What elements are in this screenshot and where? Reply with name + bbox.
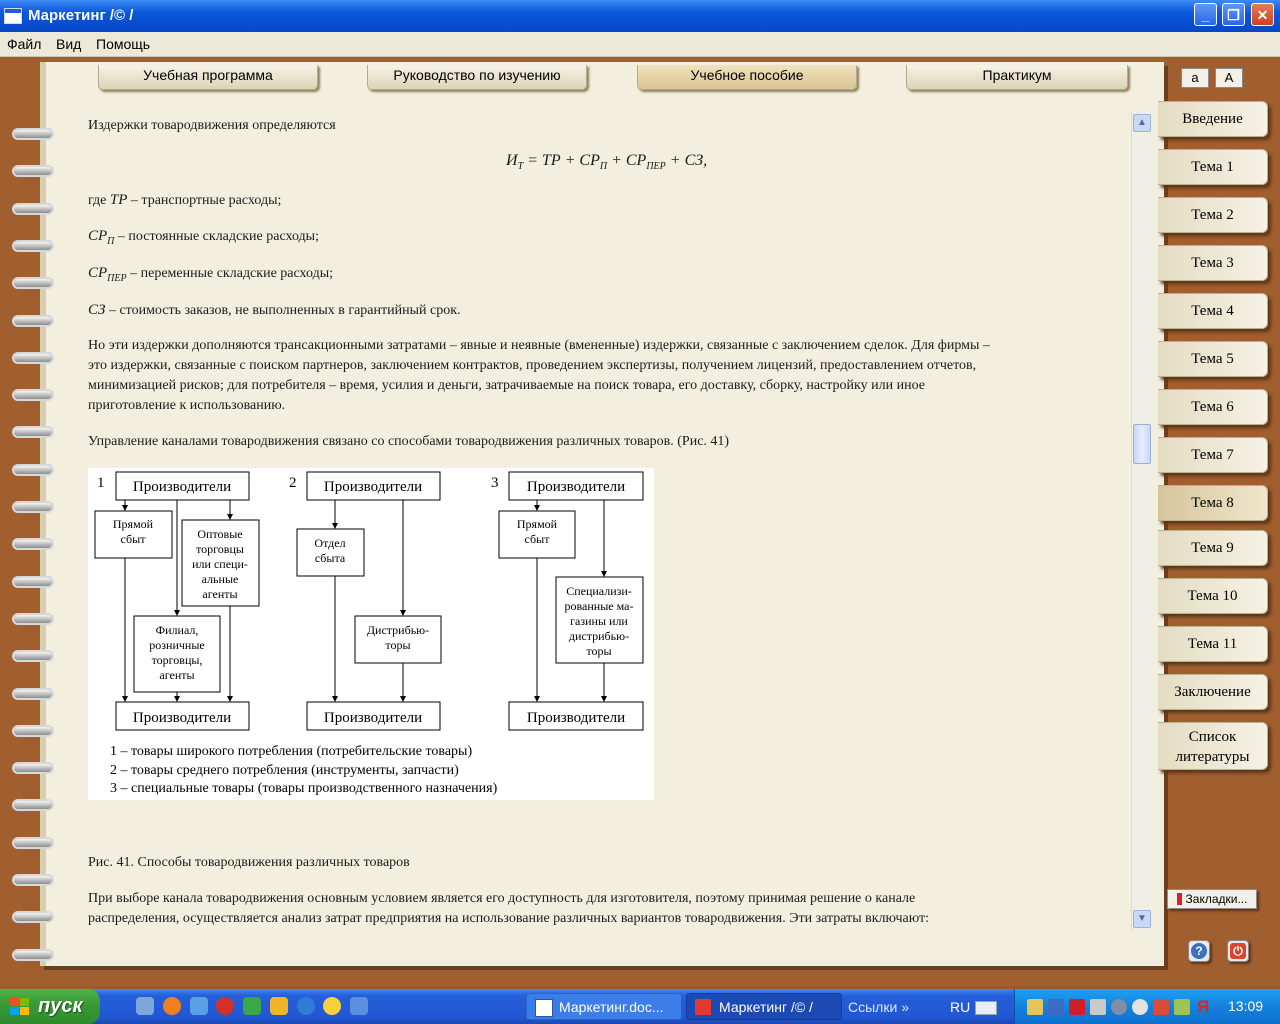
taskbar [0,989,1280,1024]
sidebar-item-topic-2[interactable]: Тема 2 [1158,197,1268,233]
spiral-ring [12,203,54,215]
title-bar [0,0,1280,32]
spiral-ring [12,426,54,438]
spiral-ring [12,837,54,849]
d3-direct-l2: сбыт [524,532,550,546]
tray-yandex-icon[interactable]: Я [1197,997,1210,1016]
legend-line-3: 3 – специальные товары (товары производственного назначения) [110,781,498,796]
quicklaunch-messenger-icon[interactable] [190,997,208,1015]
language-indicator[interactable]: RU [950,999,971,1015]
quicklaunch-firefox-icon[interactable] [163,997,181,1015]
d1-bottom-label: Производители [132,710,232,726]
para1-line3: минимизацией рисков; для потребителя – время, усилия и деньги, затрачиваемые на поиск товара, его доставку, сборку, настройку или иное [88,378,925,393]
sidebar-item-topic-1[interactable]: Тема 1 [1158,149,1268,185]
d2-bottom-label: Производители [323,710,423,726]
sidebar-item-topic-5[interactable]: Тема 5 [1158,341,1268,377]
tab-study-guide[interactable]: Руководство по изучению [367,65,587,90]
sidebar-item-bibliography[interactable] [1158,722,1268,770]
formula: $И_Т$ = ТР + $СР_П + СР_{ПЕР}$ + СЗ, [506,152,708,173]
tab-practicum[interactable]: Практикум [906,65,1128,90]
spiral-ring [12,613,54,625]
d3-special-l3: газины или [570,614,628,628]
d1-wholesale-l1: Оптовые [197,527,243,541]
spiral-ring [12,277,54,289]
d1-top-label: Производители [132,479,232,495]
tray-icon-7[interactable] [1153,999,1169,1015]
tray-icon-5[interactable] [1111,999,1127,1015]
scroll-thumb[interactable] [1133,424,1151,464]
spiral-ring [12,762,54,774]
d2-top-label: Производители [323,479,423,495]
d3-special-l5: торы [586,644,612,658]
d1-wholesale-l2: торговцы [196,542,244,556]
spiral-ring [12,538,54,550]
tray-volume-icon[interactable] [1090,999,1106,1015]
d3-special-l1: Специализи- [566,584,632,598]
para1-line1: Но эти издержки дополняются трансакционными затратами – явные и неявные (вмененные) издержки, связанные с заключением сделок. Для фирмы – [88,338,990,353]
sidebar-item-topic-6[interactable]: Тема 6 [1158,389,1268,425]
diagram-number-3: 3 [491,475,499,491]
quicklaunch-app3-icon[interactable] [350,997,368,1015]
tab-textbook[interactable]: Учебное пособие [637,65,857,90]
tray-icon-1[interactable] [1027,999,1043,1015]
figure-caption: Рис. 41. Способы товародвижения различных товаров [88,855,410,870]
bookmark-icon [1177,893,1182,905]
quicklaunch-app-icon[interactable] [243,997,261,1015]
quicklaunch-ie-icon[interactable] [297,997,315,1015]
d3-special-l2: рованные ма- [564,599,634,613]
menu-file[interactable]: Файл [7,36,42,52]
scroll-up-button[interactable]: ▲ [1133,114,1151,132]
spiral-ring [12,874,54,886]
d1-wholesale-l4: альные [201,572,239,586]
tray-icon-2[interactable] [1048,999,1064,1015]
d1-wholesale-l3: или специ- [192,557,248,571]
d3-direct-l1: Прямой [516,517,558,531]
tray-kaspersky-icon[interactable] [1069,999,1085,1015]
sidebar-item-topic-8[interactable]: Тема 8 [1158,485,1268,521]
legend-line-1: 1 – товары широкого потребления (потребительские товары) [110,744,473,759]
para3-line1: При выборе канала товародвижения основным условием является его доступность для изготовителя, поэтому принимая решение о канале [88,891,916,906]
bibliography-line-2: литературы [1175,749,1250,765]
diagram-number-2: 2 [289,475,297,491]
window-title: Маркетинг /© / [28,7,134,24]
d1-branch-l2: розничные [149,638,205,652]
quicklaunch-chrome-icon[interactable] [323,997,341,1015]
d3-special-l4: дистрибью- [568,629,630,643]
def-sz: СЗ – стоимость заказов, не выполненных в гарантийный срок. [88,302,461,318]
task-marketing-app[interactable]: Маркетинг /© / [686,993,842,1020]
help-button[interactable] [1188,940,1210,962]
d2-distrib-l2: торы [385,638,411,652]
intro-text: Издержки товародвижения определяются [88,118,336,133]
power-icon: ⏻ [1230,943,1246,959]
d1-direct-l2: сбыт [120,532,146,546]
d2-distrib-l1: Дистрибью- [366,623,430,637]
d1-branch-l3: торговцы, [151,653,203,667]
app-icon [4,8,22,24]
bibliography-line-1: Список [1188,729,1237,745]
quicklaunch-app2-icon[interactable] [270,997,288,1015]
sidebar-item-conclusion[interactable]: Заключение [1158,674,1268,710]
sidebar-item-topic-4[interactable]: Тема 4 [1158,293,1268,329]
spiral-ring [12,352,54,364]
spiral-ring [12,389,54,401]
d3-top-label: Производители [526,479,626,495]
sidebar-item-topic-3[interactable]: Тема 3 [1158,245,1268,281]
d1-direct-l1: Прямой [112,517,154,531]
links-toolbar[interactable]: Ссылки » [848,999,909,1015]
spiral-ring [12,576,54,588]
windows-logo-icon [10,998,30,1016]
font-small-button[interactable]: a [1181,68,1209,88]
bookmarks-button[interactable]: Закладки... [1167,889,1257,909]
d2-dept-l1: Отдел [314,536,346,550]
tab-curriculum[interactable]: Учебная программа [98,65,318,90]
para1-line4: приготовление к использованию. [88,398,286,413]
menu-view[interactable]: Вид [56,36,82,52]
tray-icon-6[interactable] [1132,999,1148,1015]
help-icon: ? [1191,943,1207,959]
content-scrollbar[interactable] [1131,112,1152,932]
spiral-ring [12,688,54,700]
quicklaunch-network-icon[interactable] [136,997,154,1015]
para1-line2: это издержки, связанные с поиском партнеров, заключением контрактов, проведением экспертизы, получением лицензий, предоставлением отчетов, [88,358,977,373]
menu-help[interactable]: Помощь [96,36,151,52]
minimize-button[interactable]: _ [1194,3,1217,26]
close-button[interactable]: ✕ [1251,3,1274,26]
task-word-document[interactable]: Маркетинг.doc... [526,993,682,1020]
maximize-button[interactable]: ❐ [1222,3,1245,26]
spiral-ring [12,799,54,811]
spiral-ring [12,128,54,140]
menu-bar [0,32,1280,57]
def-tr: где ТР – транспортные расходы; [88,192,282,208]
def-srp: $СР_П$ – постоянные складские расходы; [88,228,319,247]
para2: Управление каналами товародвижения связано со способами товародвижения различных товаров. (Рис. 41) [88,434,730,449]
spiral-ring [12,501,54,513]
quicklaunch-opera-icon[interactable] [216,997,234,1015]
sidebar-item-intro[interactable]: Введение [1158,101,1268,137]
spiral-ring [12,464,54,476]
scroll-down-button[interactable]: ▼ [1133,910,1151,928]
sidebar-item-topic-7[interactable]: Тема 7 [1158,437,1268,473]
d3-bottom-label: Производители [526,710,626,726]
spiral-ring [12,315,54,327]
spiral-ring [12,165,54,177]
font-large-button[interactable]: A [1215,68,1243,88]
app-task-icon [695,999,711,1015]
d2-dept-l2: сбыта [314,551,346,565]
start-button[interactable]: пуск [0,989,100,1024]
diagram-number-1: 1 [97,475,105,491]
exit-button[interactable] [1227,940,1249,962]
spiral-ring [12,725,54,737]
sidebar-item-topic-11[interactable]: Тема 11 [1158,626,1268,662]
d1-branch-l4: агенты [159,668,195,682]
distribution-diagram [88,468,654,800]
word-icon [535,999,553,1017]
tray-icon-8[interactable] [1174,999,1190,1015]
spiral-ring [12,949,54,961]
spiral-ring [12,650,54,662]
d1-wholesale-l5: агенты [202,587,238,601]
keyboard-icon[interactable] [975,1001,997,1015]
legend-line-2: 2 – товары среднего потребления (инструменты, запчасти) [110,763,459,778]
clock: 13:09 [1228,998,1264,1014]
def-srper: $СР_{ПЕР}$ – переменные складские расходы; [88,265,334,284]
sidebar-item-topic-10[interactable]: Тема 10 [1158,578,1268,614]
spiral-ring [12,240,54,252]
spiral-ring [12,911,54,923]
para3-line2: распределения, осуществляется анализ затрат предприятия на использование различных вариантов товародвижения. Эти затраты включают: [88,911,929,926]
sidebar-item-topic-9[interactable]: Тема 9 [1158,530,1268,566]
d1-branch-l1: Филиал, [155,623,199,637]
